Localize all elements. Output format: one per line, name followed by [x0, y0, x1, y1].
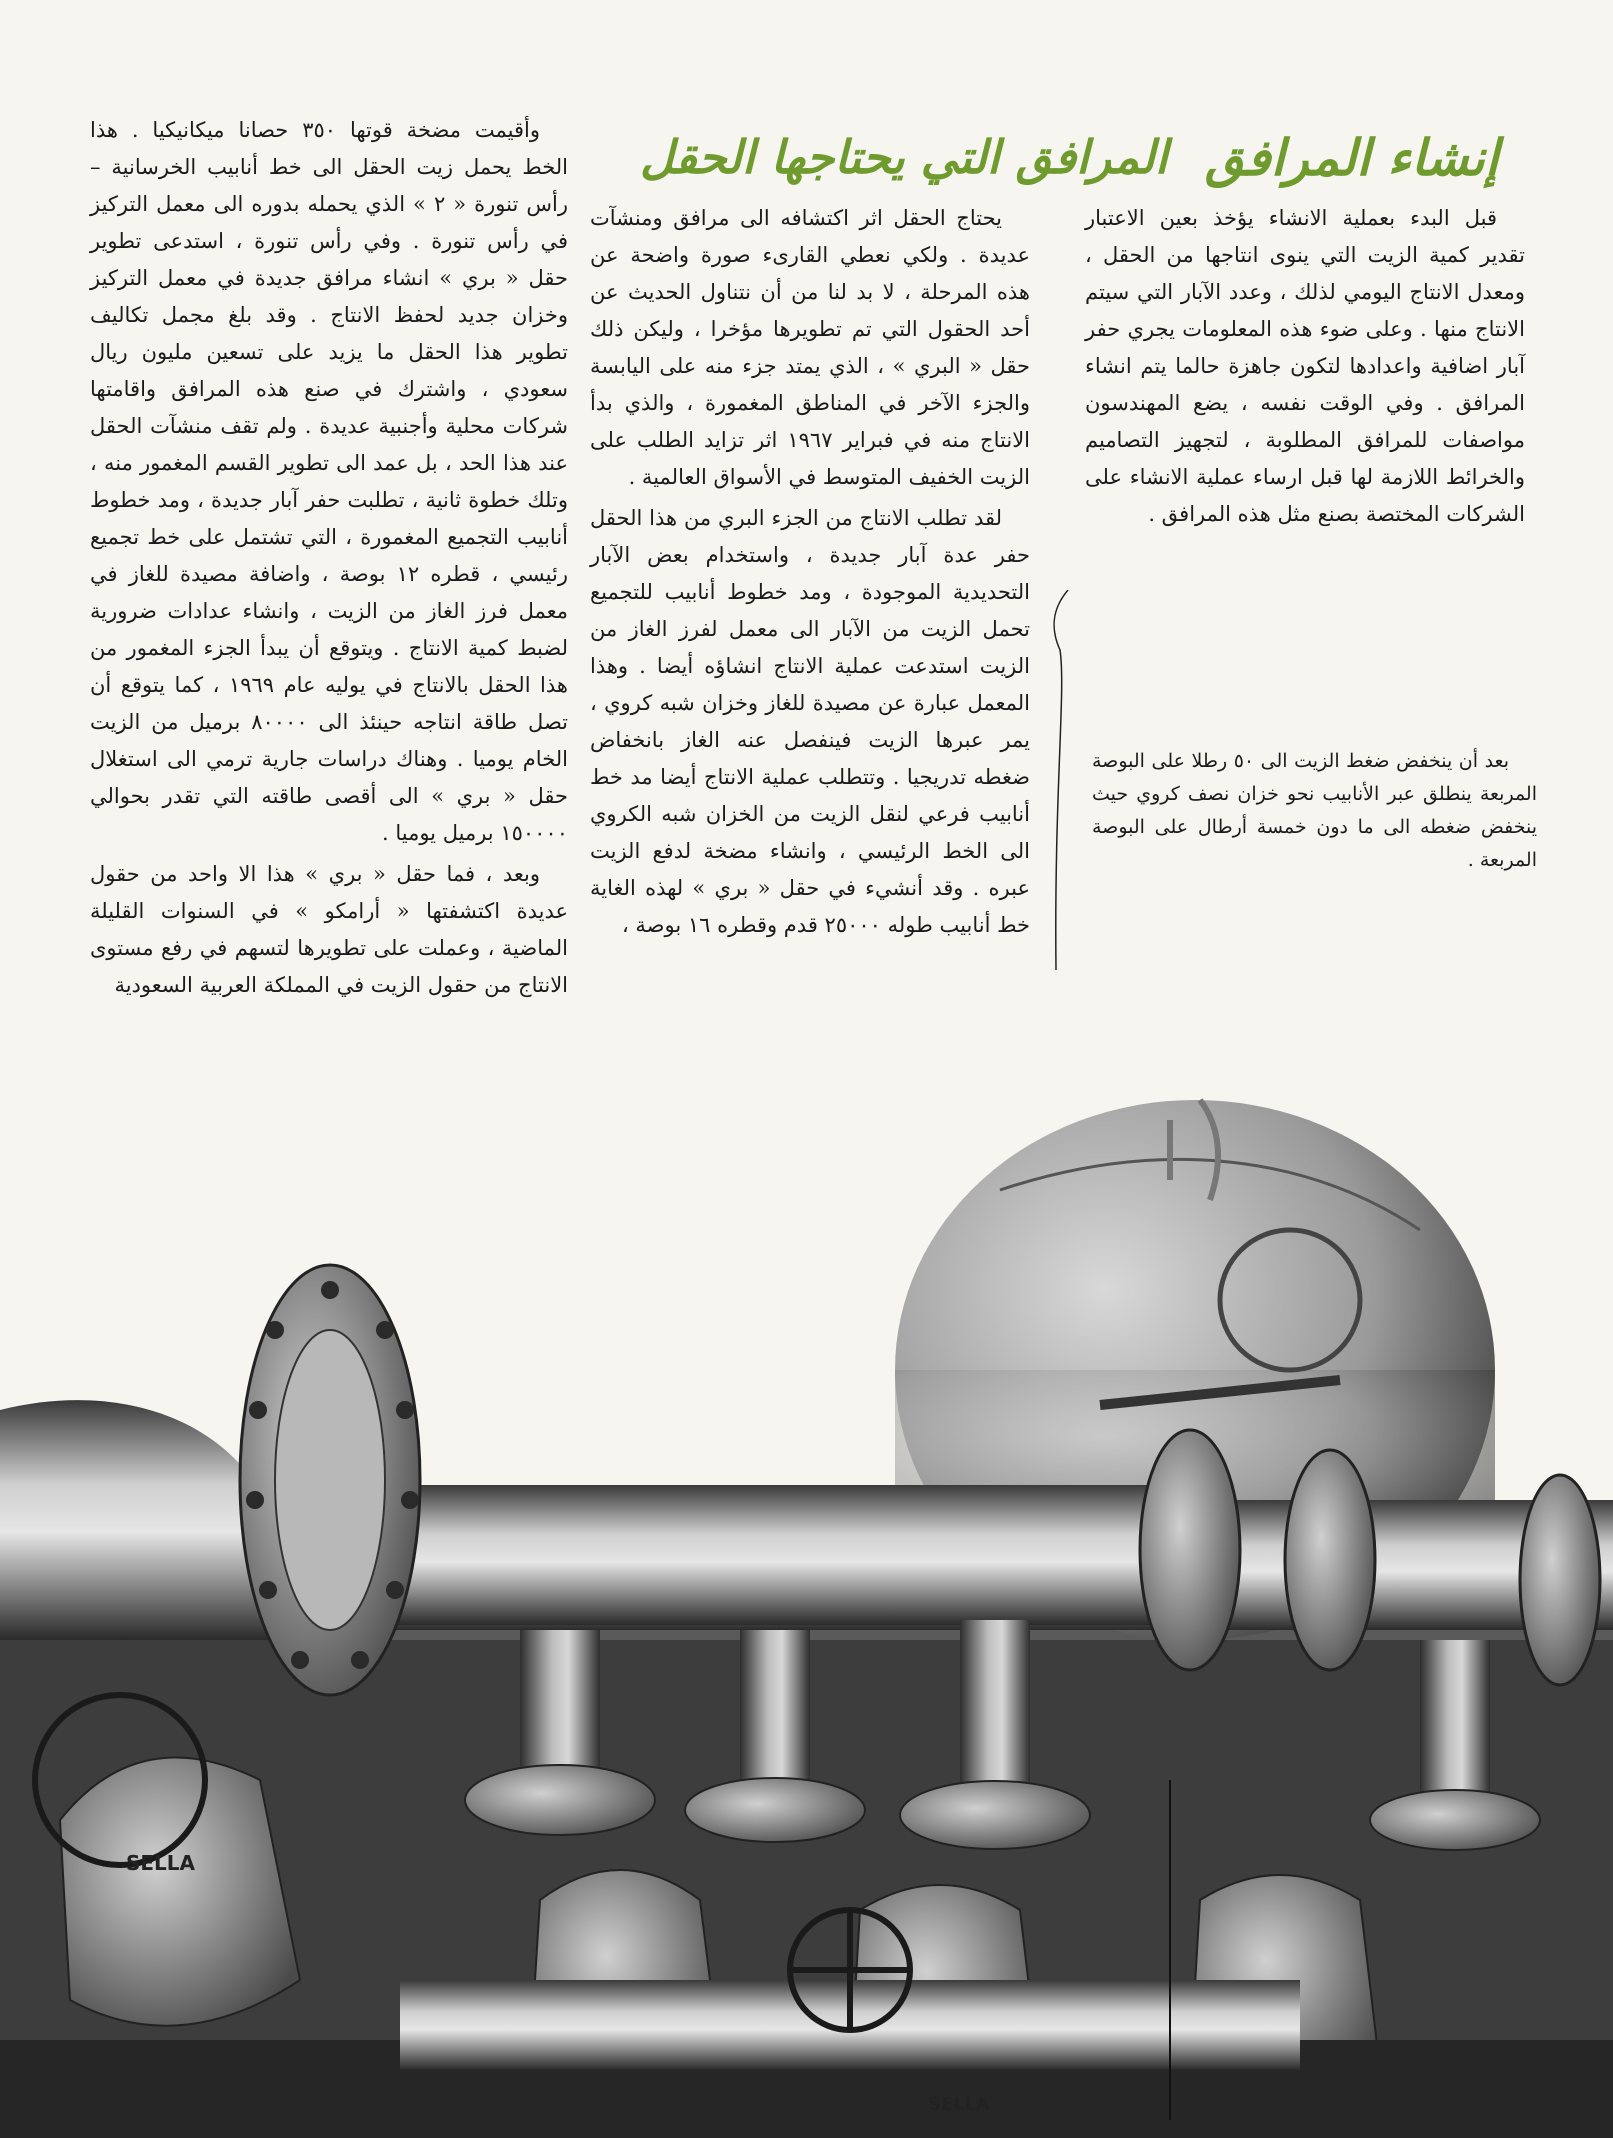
paragraph: يحتاج الحقل اثر اكتشافه الى مرافق ومنشآت عديدة . ولكي نعطي القارىء صورة واضحة عن هذه المرحلة ، لا بد لنا من أن نتناول الحديث عن أحد الحقول التي تم تطويرها مؤخرا ، وليكن ذلك حقل « البري » ، الذي يمتد جزء منه على اليابسة والجزء الآخر في المناطق المغمورة ، والذي بدأ الانتاج منه في فبراير ١٩٦٧ اثر تزايد الطلب على الزيت الخفيف المتوسط في الأسواق العالمية .: [590, 206, 1031, 489]
article-column-left: [90, 112, 568, 1004]
paragraph: وأقيمت مضخة قوتها ٣٥٠ حصانا ميكانيكيا . هذا الخط يحمل زيت الحقل الى خط أنابيب الخرسانية – رأس تنورة « ٢ » الذي يحمله بدوره الى معمل التركيز في رأس تنورة . وفي رأس تنورة ، استدعى تطوير حقل « بري » انشاء مرافق جديدة في معمل التركيز وخزان جديد لحفظ الانتاج . وقد بلغ مجمل تكاليف تطوير هذا الحقل ما يزيد على تسعين مليون ريال سعودي ، واشترك في صنع هذه المرافق واقامتها شركات محلية وأجنبية عديدة . ولم تقف منشآت الحقل عند هذا الحد ، بل عمد الى تطوير القسم المغمور منه ، وتلك خطوة ثانية ، تطلبت حفر آبار جديدة ، ومد خطوط أنابيب التجميع المغمورة ، التي تشتمل على خط تجميع رئيسي ، قطره ١٢ بوصة ، واضافة مصيدة للغاز في معمل فرز الغاز من الزيت ، وانشاء عدادات ضرورية لضبط كمية الانتاج . ويتوقع أن يبدأ الجزء المغمور من هذا الحقل بالانتاج في يوليه عام ١٩٦٩ ، كما يتوقع أن تصل طاقة انتاجه حينئذ الى ٨٠٠٠٠ برميل من الزيت الخام يوميا . وهناك دراسات جارية ترمي الى استغلال حقل « بري » الى أقصى طاقته التي تقدر بحوالي ١٥٠٠٠٠ برميل يوميا .: [90, 118, 569, 845]
article-column-right: [1085, 200, 1525, 533]
section-heading-field-facilities: المرافق التي يحتاجها الحقل: [640, 130, 1168, 184]
pipeline-facility-photo: [0, 1080, 1613, 2138]
caption-pointer-bracket: [1046, 590, 1076, 970]
paragraph: قبل البدء بعملية الانشاء يؤخذ بعين الاعتبار تقدير كمية الزيت التي ينوى انتاجها من الحقل ، ومعدل الانتاج اليومي لذلك ، وعدد الآبار التي سيتم الانتاج منها . وعلى ضوء هذه المعلومات يجري حفر آبار اضافية واعدادها لتكون جاهزة حالما يتم انشاء المرافق . وفي الوقت نفسه ، يضع المهندسون مواصفات للمرافق المطلوبة ، لتجهيز التصاميم والخرائط اللازمة لها قبل ارساء عملية الانشاء على الشركات المختصة بصنع مثل هذه المرافق .: [1085, 206, 1525, 526]
valve-brand-label: SELLA: [125, 1851, 195, 1875]
section-heading-facility-construction: إنشاء المرافق: [1205, 128, 1499, 187]
article-column-middle: [590, 200, 1030, 944]
photo-caption: بعد أن ينخفض ضغط الزيت الى ٥٠ رطلا على البوصة المربعة ينطلق عبر الأنابيب نحو خزان نصف كروي حيث ينخفض ضغطه الى ما دون خمسة أرطال على البوصة المربعة .: [1092, 750, 1537, 871]
valve-brand-label: SELLA: [927, 2094, 990, 2115]
paragraph: وبعد ، فما حقل « بري » هذا الا واحد من حقول عديدة اكتشفتها « أرامكو » في السنوات القليلة الماضية ، وعملت على تطويرها لتسهم في رفع مستوى الانتاج من حقول الزيت في المملكة العربية السعودية: [90, 862, 568, 997]
paragraph: لقد تطلب الانتاج من الجزء البري من هذا الحقل حفر عدة آبار جديدة ، واستخدام بعض الآبار التحديدية الموجودة ، ومد خطوط أنابيب للتجميع تحمل الزيت من الآبار الى معمل لفرز الغاز من الزيت استدعت عملية الانتاج انشاؤه أيضا . وهذا المعمل عبارة عن مصيدة للغاز وخزان شبه كروي ، يمر عبرها الزيت فينفصل عنه الغاز بانخفاض ضغطه تدريجيا . وتتطلب عملية الانتاج أيضا مد خط أنابيب فرعي لنقل الزيت من الخزان شبه الكروي الى الخط الرئيسي ، وانشاء مضخة لدفع الزيت عبره . وقد أنشيء في حقل « بري » لهذه الغاية خط أنابيب طوله ٢٥٠٠٠ قدم وقطره ١٦ بوصة ،: [590, 506, 1030, 937]
